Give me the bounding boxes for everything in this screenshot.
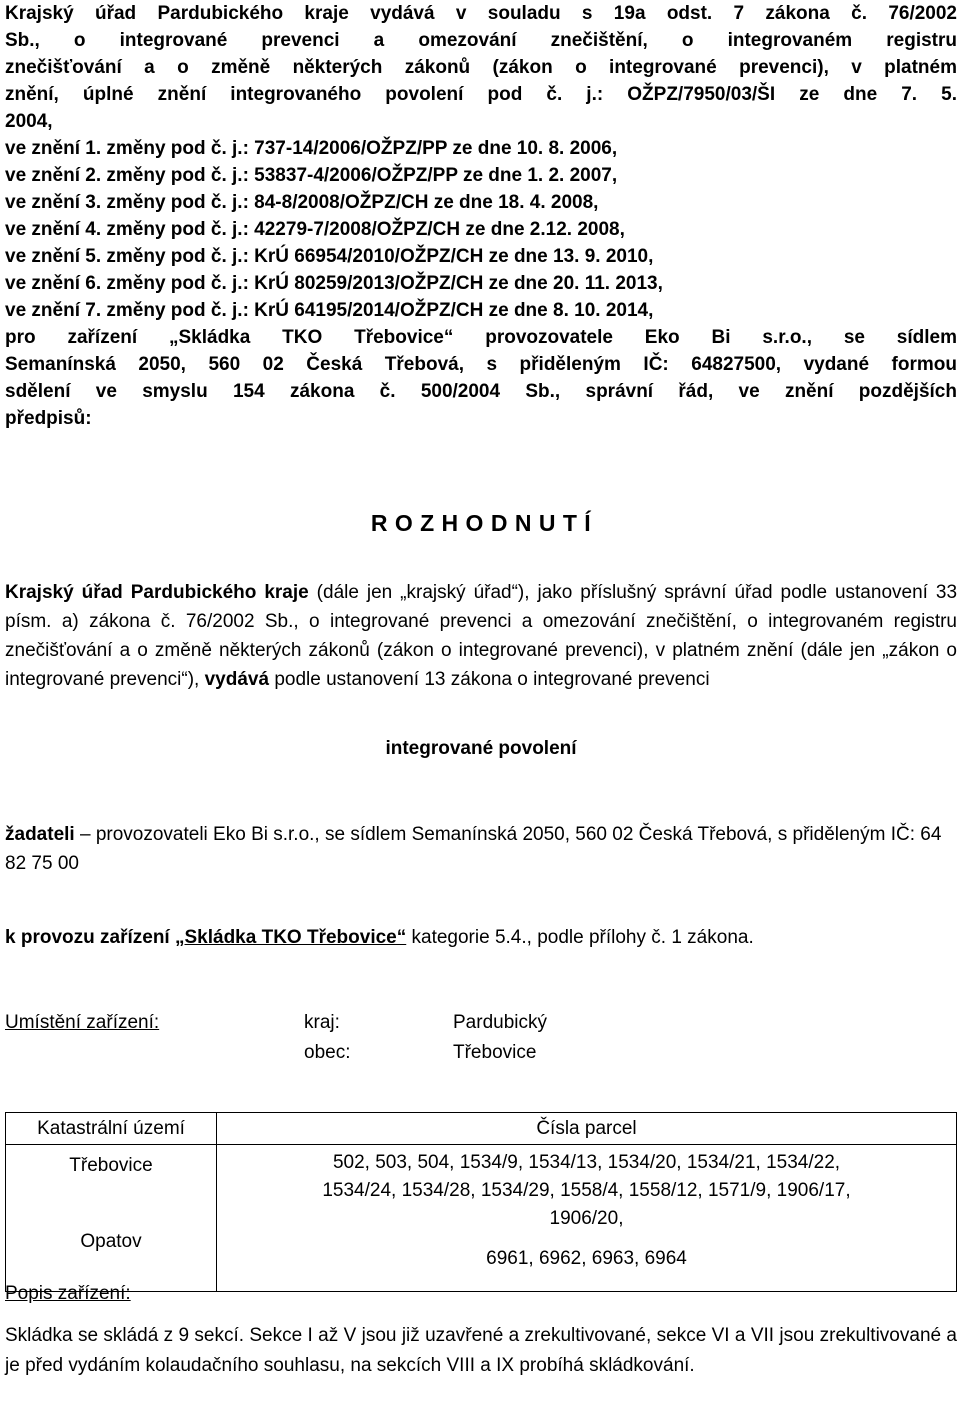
table-header-row (6, 1113, 957, 1145)
header-parcels: Čísla parcel (217, 1113, 957, 1145)
facility-line-3a: sdělení ve smyslu 154 zákona č. 500/2004 Sb. (5, 381, 555, 402)
parcels-line-1: 502, 503, 504, 1534/9, 1534/13, 1534/20, 1534/21, 1534/22, (332, 1152, 841, 1173)
parcels-table (5, 1112, 957, 1292)
description-text: Skládka se skládá z 9 sekcí. Sekce I až V jsou již uzavřené a zrekultivované, sekce VI a VII jsou zrekultivované a je před vydáním kolaudačního souhlasu, na sekcích VIII a IX probíhá skládkování. (5, 1325, 957, 1376)
facility-name: „Skládka TKO Třebovice“ (174, 927, 407, 948)
facility-line-2: Semanínská 2050, 560 02 Česká Třebová, s přiděleným IČ: 64827500, vydané formou (5, 354, 957, 375)
description-label: Popis zařízení: (5, 1283, 131, 1304)
location-keys (304, 1008, 350, 1068)
area-opatov: Opatov (80, 1231, 142, 1252)
table-cell-areas (6, 1145, 217, 1292)
decision-text-1: (dále jen „krajský úřad“), jako příslušný správní úřad podle ustanovení 33 písm. a) zákona č. 76/2002 Sb., o integrované prevenci a omezování znečištění, o integrovaném registru znečišťování a o změně některých zákonů (zákon o integrované prevenci), v platném znění (dále jen „zákon o integrované prevenci“), (5, 582, 958, 690)
table-cell-parcels (217, 1145, 957, 1292)
parcels-opatov: 6961, 6962, 6963, 6964 (486, 1248, 687, 1269)
intro-line-4: znění, úplné znění integrovaného povolení pod č. j.: OŽPZ/7950/03/ŠI ze dne 7. 5. (5, 84, 957, 105)
operation-text: kategorie 5.4., podle přílohy č. 1 zákona. (406, 927, 754, 948)
facility-line-4: předpisů: (5, 408, 92, 429)
amendment-3: ve znění 3. změny pod č. j.: 84-8/2008/OŽPZ/CH ze dne 18. 4. 2008, (5, 192, 599, 213)
location-label: Umístění zařízení: (5, 1012, 160, 1033)
facility-line-3b: , správní řád, ve znění pozdějších (554, 381, 957, 402)
header-area: Katastrální území (6, 1113, 217, 1145)
intro-line-5: 2004, (5, 111, 53, 132)
decision-verb: vydává (204, 669, 270, 690)
region-value: Pardubický (453, 1012, 547, 1033)
permit-title: integrované povolení (385, 738, 577, 759)
amendment-7: ve znění 7. změny pod č. j.: KrÚ 64195/2014/OŽPZ/CH ze dne 8. 10. 2014, (5, 300, 654, 321)
parcels-line-2: 1534/24, 1534/28, 1534/29, 1558/4, 1558/12, 1571/9, 1906/17, (322, 1180, 851, 1201)
decision-heading: R O Z H O D N U T Í (370, 510, 592, 536)
decision-text-2: podle ustanovení 13 zákona o integrované prevenci (269, 669, 710, 690)
applicant-text: – provozovateli Eko Bi s.r.o., se sídlem Semanínská 2050, 560 02 Česká Třebová, s přiděleným IČ: 64 82 75 00 (5, 824, 942, 874)
amendment-6: ve znění 6. změny pod č. j.: KrÚ 80259/2013/OŽPZ/CH ze dne 20. 11. 2013, (5, 273, 663, 294)
municipality-label: obec: (304, 1042, 351, 1063)
location-values (453, 1008, 547, 1068)
operation-line (5, 927, 957, 949)
parcels-line-3: 1906/20, (549, 1208, 624, 1229)
area-trebovice: Třebovice (69, 1155, 153, 1176)
region-label: kraj: (304, 1012, 340, 1033)
intro-paragraph (5, 0, 957, 432)
intro-line-3: znečišťování a o změně některých zákonů (zákon o integrované prevenci), v platném (5, 57, 957, 78)
amendment-5: ve znění 5. změny pod č. j.: KrÚ 66954/2010/OŽPZ/CH ze dne 13. 9. 2010, (5, 246, 654, 267)
intro-line-1: Krajský úřad Pardubického kraje vydává v souladu s 19a odst. 7 zákona č. 76/2002 (5, 3, 957, 24)
table-row (6, 1145, 957, 1292)
applicant-label: žadateli (5, 824, 75, 845)
amendment-4: ve znění 4. změny pod č. j.: 42279-7/2008/OŽPZ/CH ze dne 2.12. 2008, (5, 219, 625, 240)
facility-line-1: pro zařízení „Skládka TKO Třebovice“ provozovatele Eko Bi s.r.o., se sídlem (5, 327, 957, 348)
authority-name: Krajský úřad Pardubického kraje (5, 582, 309, 603)
amendment-1: ve znění 1. změny pod č. j.: 737-14/2006/OŽPZ/PP ze dne 10. 8. 2006, (5, 138, 618, 159)
intro-line-2: Sb., o integrované prevenci a omezování znečištění, o integrovaném registru (5, 30, 957, 51)
municipality-value: Třebovice (453, 1042, 537, 1063)
operation-label: k provozu zařízení (5, 927, 170, 948)
facility-line-3 (5, 378, 957, 405)
applicant-paragraph (5, 820, 957, 878)
decision-paragraph (5, 578, 957, 694)
amendment-2: ve znění 2. změny pod č. j.: 53837-4/2006/OŽPZ/PP ze dne 1. 2. 2007, (5, 165, 618, 186)
